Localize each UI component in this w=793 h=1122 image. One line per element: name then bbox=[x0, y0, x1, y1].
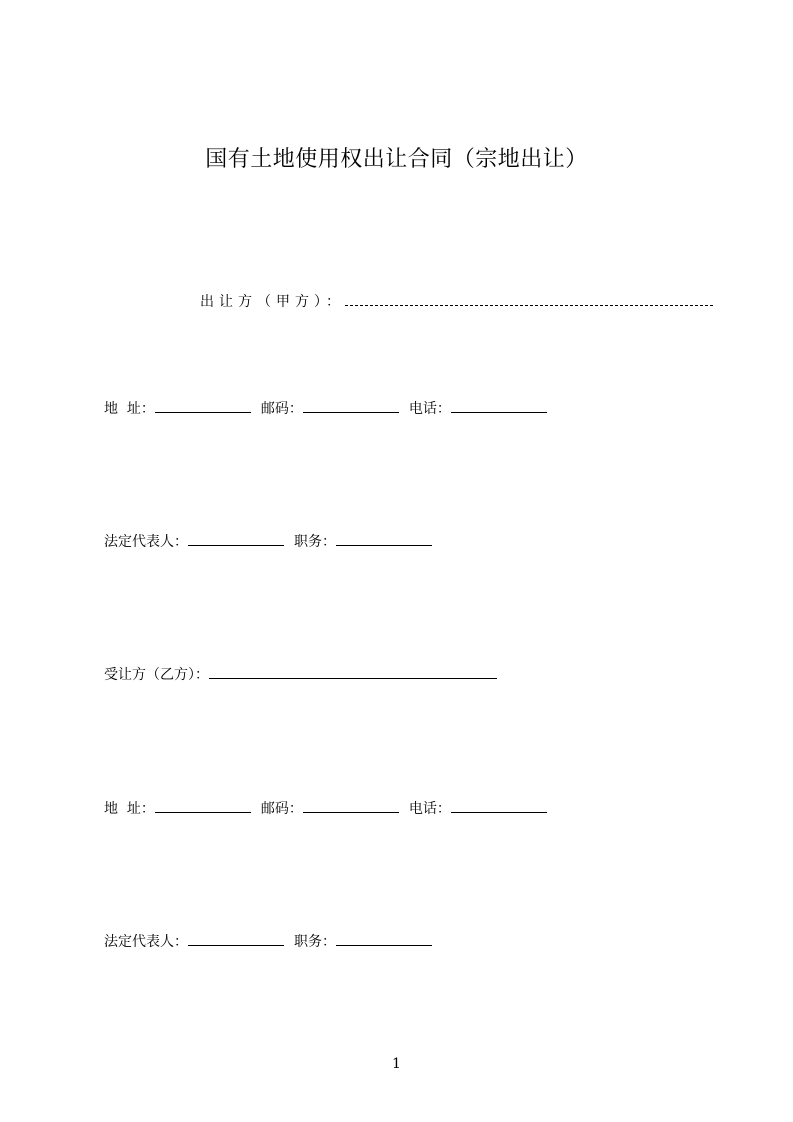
address-label: 地 址： bbox=[104, 801, 155, 817]
party-b-label: 受让方（乙方）： bbox=[104, 667, 209, 683]
address-blank bbox=[155, 798, 251, 813]
party-a-line bbox=[200, 291, 713, 312]
party-b-line bbox=[104, 664, 497, 685]
postcode-blank bbox=[303, 798, 399, 813]
party-b-contact-line bbox=[104, 798, 547, 819]
position-blank bbox=[336, 531, 432, 546]
postcode-label: 邮码： bbox=[260, 801, 303, 817]
postcode-label: 邮码： bbox=[260, 401, 303, 417]
party-a-rep-line bbox=[104, 531, 432, 552]
address-label: 地 址： bbox=[104, 401, 155, 417]
phone-blank bbox=[451, 798, 547, 813]
legal-rep-blank bbox=[188, 531, 284, 546]
party-a-contact-line bbox=[104, 398, 547, 419]
document-title: 国有土地使用权出让合同（宗地出让） bbox=[205, 147, 588, 172]
party-a-label: 出让方（甲方）： bbox=[200, 294, 345, 310]
postcode-blank bbox=[303, 398, 399, 413]
position-label: 职务： bbox=[294, 934, 336, 950]
page-number: 1 bbox=[392, 1056, 401, 1072]
party-b-rep-line bbox=[104, 931, 432, 952]
legal-rep-blank bbox=[188, 931, 284, 946]
phone-label: 电话： bbox=[408, 801, 451, 817]
legal-rep-label: 法定代表人： bbox=[104, 534, 188, 550]
phone-blank bbox=[451, 398, 547, 413]
position-label: 职务： bbox=[294, 534, 336, 550]
address-blank bbox=[155, 398, 251, 413]
position-blank bbox=[336, 931, 432, 946]
party-a-blank bbox=[345, 291, 713, 306]
party-b-blank bbox=[209, 664, 497, 679]
phone-label: 电话： bbox=[408, 401, 451, 417]
legal-rep-label: 法定代表人： bbox=[104, 934, 188, 950]
